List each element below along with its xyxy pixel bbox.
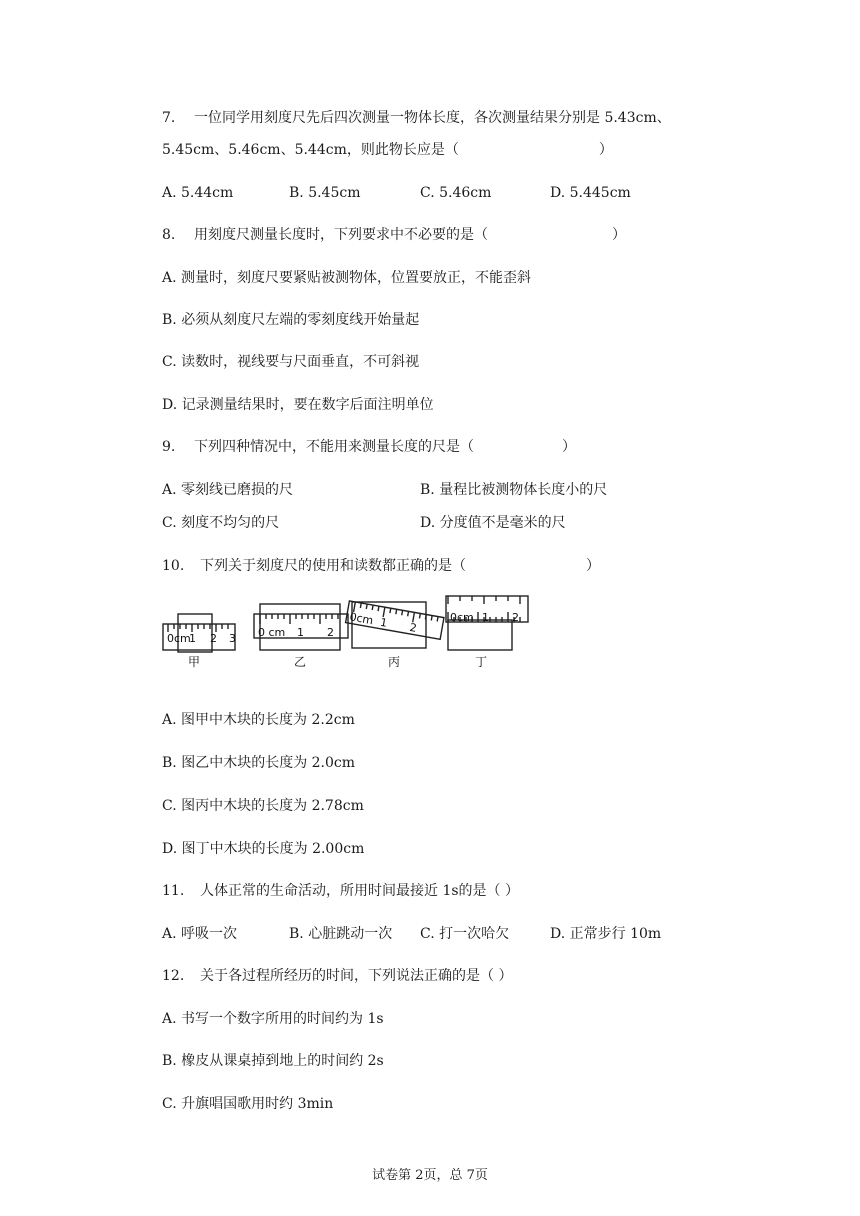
q12-option-b: B. 橡皮从课桌掉到地上的时间约 2s [162,1053,384,1069]
q9-number: 9. [162,439,176,455]
q8-option-c: C. 读数时，视线要与尺面垂直，不可斜视 [162,354,420,370]
q11-option-a: A. 呼吸一次 [162,926,238,942]
q11-stem [162,881,519,901]
q8-option-a: A. 测量时，刻度尺要紧贴被测物体，位置要放正，不能歪斜 [162,270,532,286]
q8-stem [162,225,626,245]
yi-tick-2: 2 [327,626,334,639]
label-yi: 乙 [294,655,307,669]
q7-text-1: 一位同学用刻度尺先后四次测量一物体长度，各次测量结果分别是 5.43cm、 [194,110,671,126]
q12-stem [162,966,512,986]
q9-text: 下列四种情况中，不能用来测量长度的尺是（ [194,439,474,455]
q10-option-d: D. 图丁中木块的长度为 2.00cm [162,841,365,857]
page-footer: 试卷第 2页，总 7页 [372,1168,488,1183]
jia-tick-3: 3 [229,632,236,645]
bing-tick-1: 1 [379,615,389,630]
ding-tick-0: 0cm [450,611,474,624]
q7-option-b: B. 5.45cm [289,185,361,201]
q12-number: 12. [162,968,185,984]
q8-text: 用刻度尺测量长度时，下列要求中不必要的是（ [194,227,488,243]
ding-block [448,620,512,650]
jia-tick-0: 0cm [167,632,191,645]
jia-tick-2: 2 [210,632,217,645]
bing-tick-2: 2 [408,620,418,635]
q10-option-c: C. 图丙中木块的长度为 2.78cm [162,798,364,814]
label-bing: 丙 [388,655,401,669]
ding-tick-1: 1 [482,611,489,624]
label-ding: 丁 [475,655,488,669]
q9-paren-close: ） [562,439,576,455]
q7-option-a: A. 5.44cm [162,185,234,201]
q11-option-d: D. 正常步行 10m [550,926,662,942]
q8-paren-close: ） [612,227,626,243]
q12-text: 关于各过程所经历的时间，下列说法正确的是（ ） [200,968,513,984]
ruler-figure [160,594,540,674]
q9-option-a: A. 零刻线已磨损的尺 [162,482,294,498]
q11-option-c: C. 打一次哈欠 [420,926,510,942]
q10-stem [162,556,600,576]
bing-tick-0: 0cm [348,610,375,628]
ding-tick-2: 2 [512,611,519,624]
label-jia: 甲 [188,655,201,669]
q12-option-a: A. 书写一个数字所用的时间约为 1s [162,1011,384,1027]
yi-tick-1: 1 [297,626,304,639]
q10-option-b: B. 图乙中木块的长度为 2.0cm [162,755,356,771]
q7-paren-close: ） [598,142,613,158]
q9-stem [162,437,576,457]
q11-number: 11. [162,883,185,899]
q12-option-c: C. 升旗唱国歌用时约 3min [162,1096,334,1112]
q8-option-b: B. 必须从刻度尺左端的零刻度线开始量起 [162,312,420,328]
q9-option-c: C. 刻度不均匀的尺 [162,515,280,531]
q10-text: 下列关于刻度尺的使用和读数都正确的是（ [200,558,466,574]
jia-tick-1: 1 [189,632,196,645]
q7-option-d: D. 5.445cm [550,185,631,201]
q10-paren-close: ） [586,558,600,574]
q8-option-d: D. 记录测量结果时，要在数字后面注明单位 [162,397,434,413]
q11-text: 人体正常的生命活动，所用时间最接近 1s的是（ ） [200,883,519,899]
q7-number: 7. [162,110,176,126]
q9-option-b: B. 量程比被测物体长度小的尺 [420,482,608,498]
q10-number: 10. [162,558,185,574]
q7-stem-line2 [162,140,613,160]
q9-option-d: D. 分度值不是毫米的尺 [420,515,566,531]
q11-option-b: B. 心脏跳动一次 [289,926,393,942]
q10-option-a: A. 图甲中木块的长度为 2.2cm [162,712,355,728]
q7-option-c: C. 5.46cm [420,185,492,201]
yi-tick-0: 0 cm [258,626,286,639]
q8-number: 8. [162,227,176,243]
q7-text-2: 5.45cm、5.46cm、5.44cm，则此物长应是（ [162,142,459,158]
q7-stem-line1 [162,108,671,128]
